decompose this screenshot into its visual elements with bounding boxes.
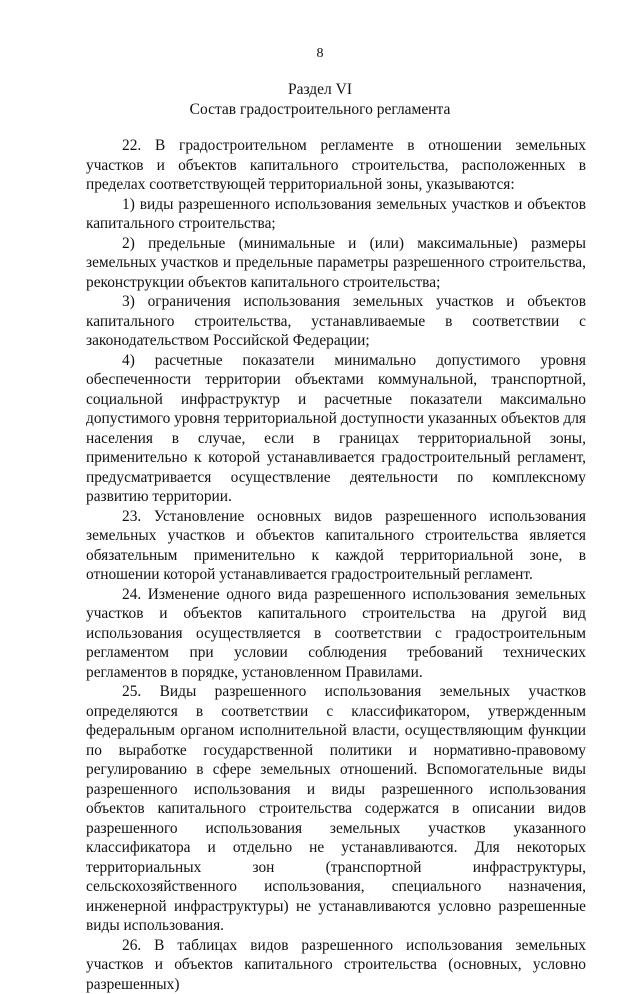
paragraph-22-item-2: 2) предельные (минимальные и (или) максимальные) размеры земельных участков и предельные параметры разрешенного строительства, реконструкции объектов капитального строительства; [86,234,586,293]
paragraph-25: 25. Виды разрешенного использования земельных участков определяются в соответствии с классификатором, утвержденным федеральным органом исполнительной власти, осуществляющим функции по выработке государственной политики и нормативно-правовому регулированию в сфере земельных отношений. Вспомогательные виды разрешенного использования и виды разрешенного использования объектов капитального строительства содержатся в описании видов разрешенного использования земельных участков указанного классификатора и отдельно не устанавливаются. Для некоторых территориальных зон (транспортной инфраструктуры, сельскохозяйственного использования, специального назначения, инженерной инфраструктуры) не устанавливаются условно разрешенные виды использования. [86,682,586,936]
paragraph-22-item-1: 1) виды разрешенного использования земельных участков и объектов капитального строительства; [86,195,586,234]
section-title: Раздел VI [0,80,640,100]
section-subtitle: Состав градостроительного регламента [0,100,640,120]
paragraph-22-item-4: 4) расчетные показатели минимально допустимого уровня обеспеченности территории объектами коммунальной, транспортной, социальной инфраструктур и расчетные показатели максимально допустимого уровня территориальной доступности указанных объектов для населения в случае, если в границах территориальной зоны, применительно к которой устанавливается градостроительный регламент, предусматривается осуществление деятельности по комплексному развитию территории. [86,351,586,507]
paragraph-22-item-3: 3) ограничения использования земельных участков и объектов капитального строительства, устанавливаемые в соответствии с законодательством Российской Федерации; [86,292,586,351]
paragraph-24: 24. Изменение одного вида разрешенного использования земельных участков и объектов капитального строительства на другой вид использования осуществляется в соответствии с градостроительным регламентом при условии соблюдения требований технических регламентов в порядке, установленном Правилами. [86,585,586,683]
paragraph-23: 23. Установление основных видов разрешенного использования земельных участков и объектов капитального строительства является обязательным применительно к каждой территориальной зоне, в отношении которой устанавливается градостроительный регламент. [86,507,586,585]
document-body [86,136,586,994]
paragraph-22-intro: 22. В градостроительном регламенте в отношении земельных участков и объектов капитального строительства, расположенных в пределах соответствующей территориальной зоны, указываются: [86,136,586,195]
paragraph-26: 26. В таблицах видов разрешенного использования земельных участков и объектов капитального строительства (основных, условно разрешенных) [86,936,586,994]
page-number: 8 [0,46,640,62]
